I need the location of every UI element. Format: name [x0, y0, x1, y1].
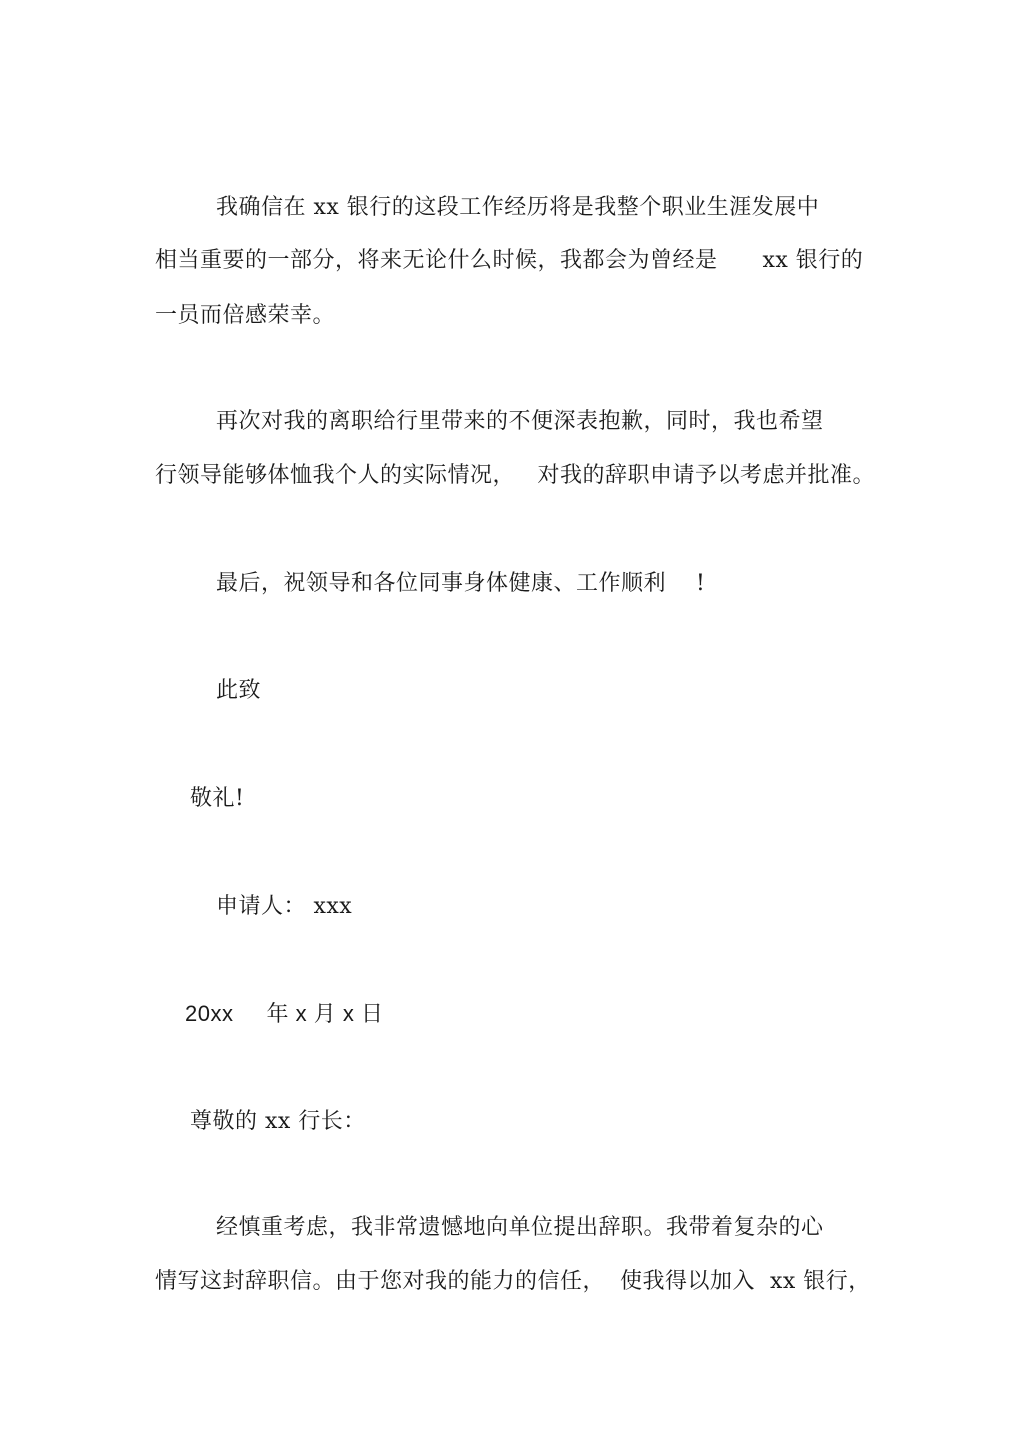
paragraph-1-line-1: 我确信在 xx 银行的这段工作经历将是我整个职业生涯发展中	[216, 195, 820, 220]
paragraph-3-line-1: 经慎重考虑，我非常遗憾地向单位提出辞职。我带着复杂的心	[216, 1215, 824, 1240]
paragraph-3-line-2: 情写这封辞职信。由于您对我的能力的信任， 使我得以加入 xx 银行，	[155, 1269, 871, 1294]
paragraph-2-line-1: 再次对我的离职给行里带来的不便深表抱歉，同时，我也希望	[216, 409, 824, 434]
applicant-signature: 申请人： xxx	[216, 894, 353, 919]
paragraph-1-line-3: 一员而倍感荣幸。	[155, 303, 336, 328]
paragraph-2-line-2: 行领导能够体恤我个人的实际情况， 对我的辞职申请予以考虑并批准。	[155, 463, 875, 488]
closing-wish: 最后，祝领导和各位同事身体健康、工作顺利 !	[216, 571, 706, 596]
paragraph-1-line-2: 相当重要的一部分，将来无论什么时候，我都会为曾经是 xx 银行的	[155, 248, 864, 273]
regards: 敬礼!	[190, 786, 245, 811]
letter-date: 20xx 年 x 月 x 日	[185, 1001, 384, 1026]
salutation-close: 此致	[216, 678, 262, 703]
letter-greeting: 尊敬的 xx 行长：	[190, 1109, 366, 1134]
